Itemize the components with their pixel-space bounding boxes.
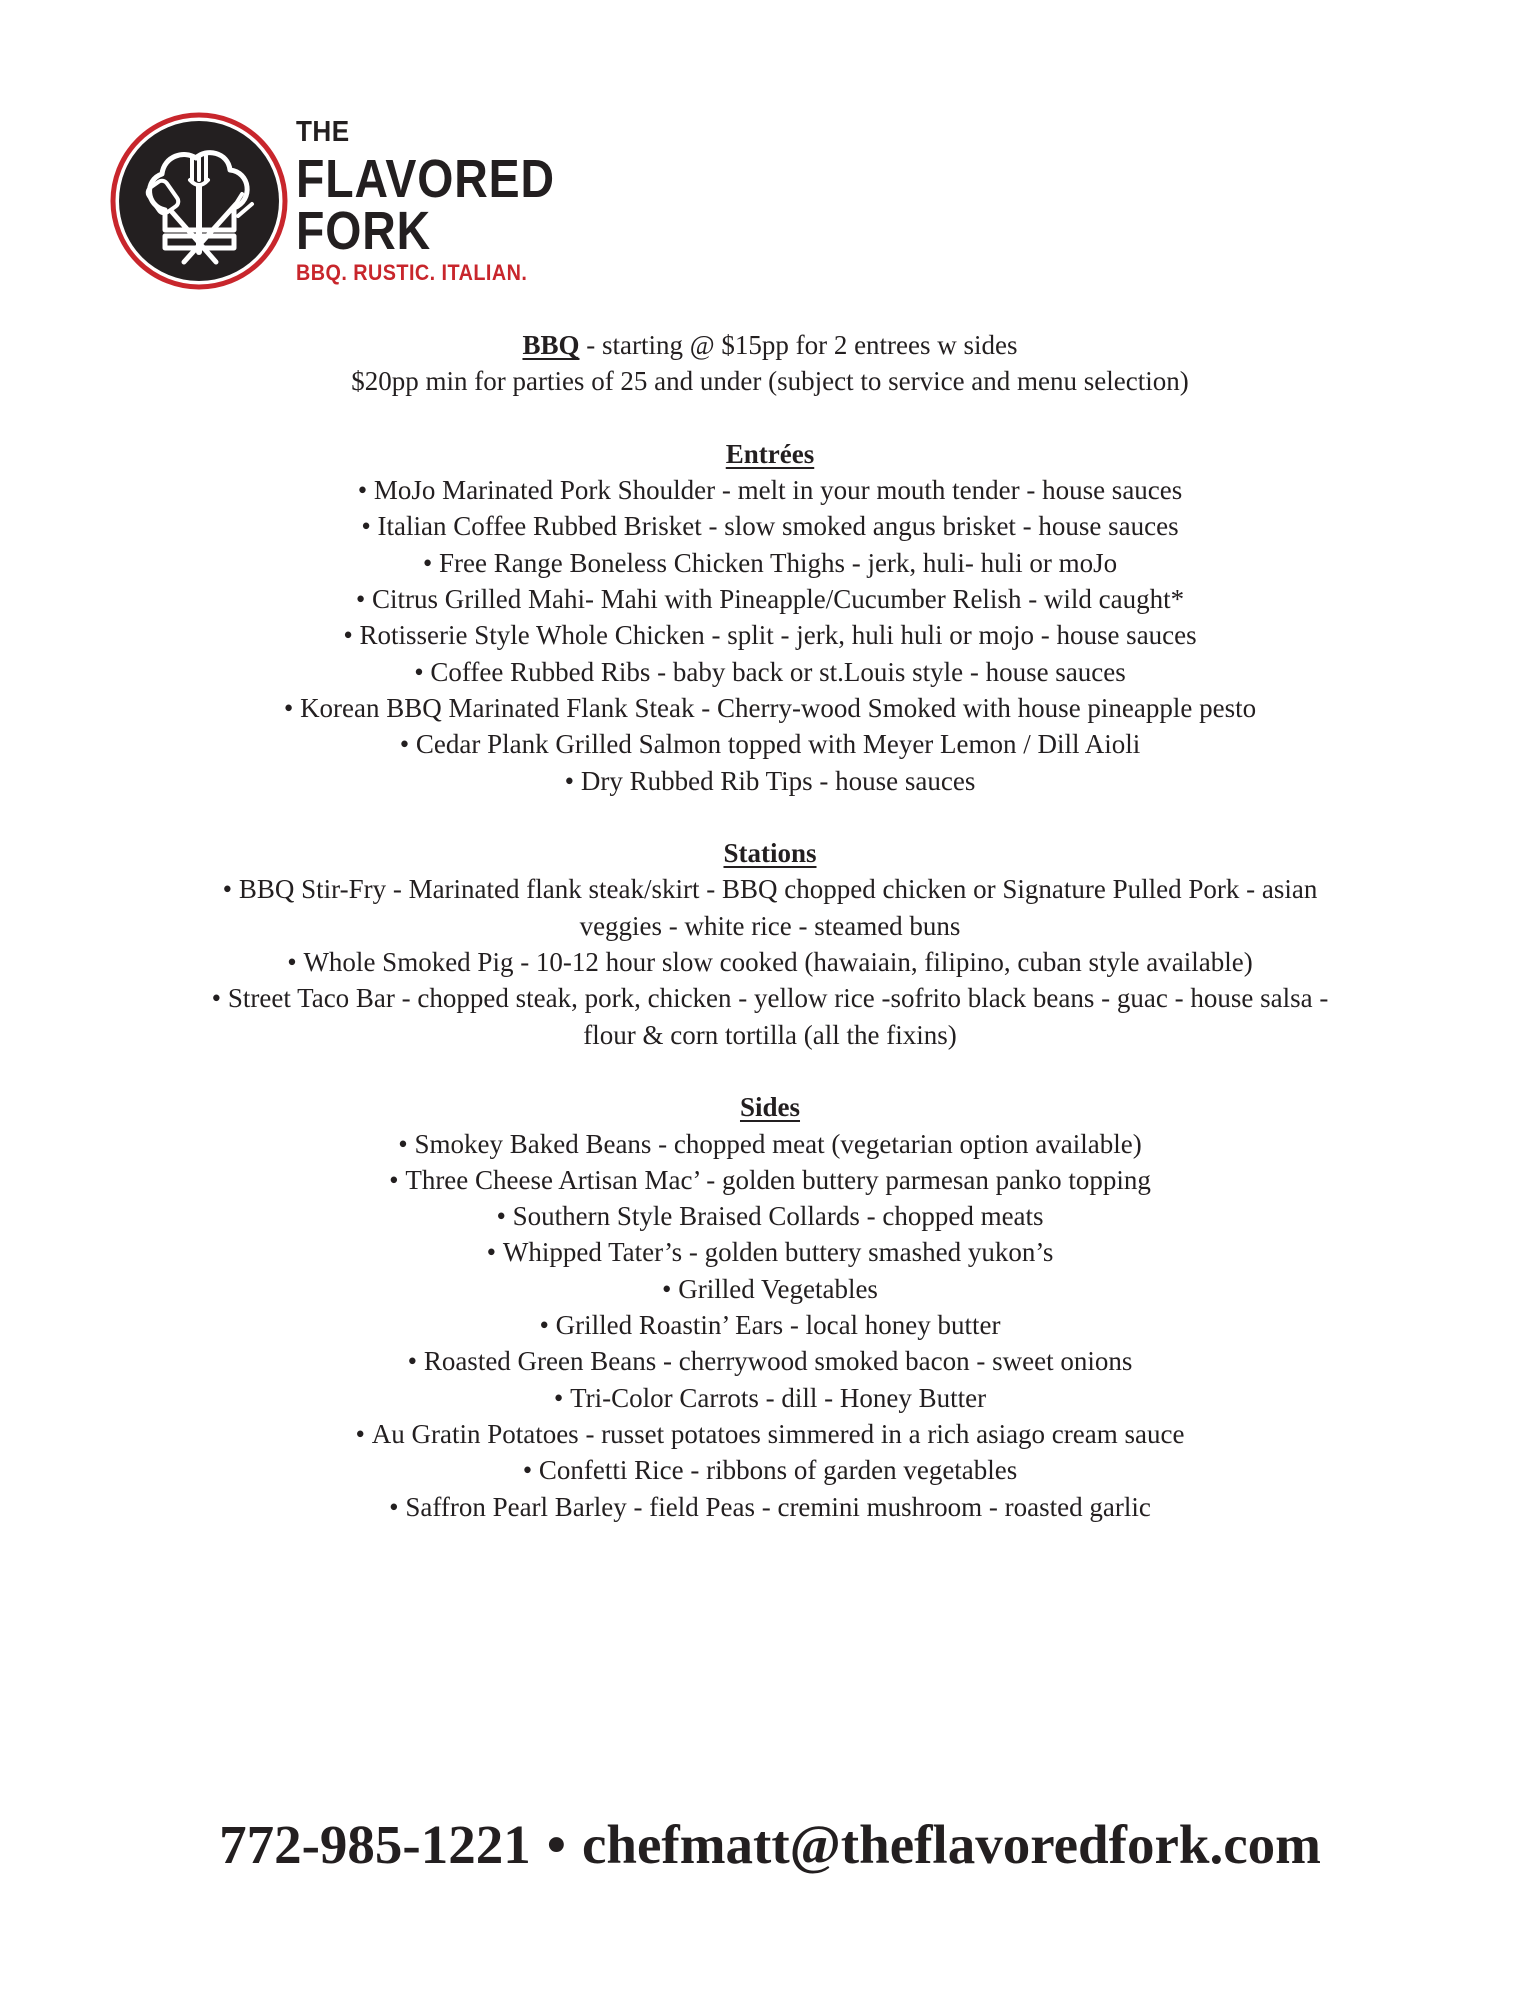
- entree-item: • MoJo Marinated Pork Shoulder - melt in your mouth tender - house sauces: [0, 472, 1540, 508]
- entree-item: • Italian Coffee Rubbed Brisket - slow smoked angus brisket - house sauces: [0, 508, 1540, 544]
- station-item-line: • Street Taco Bar - chopped steak, pork, chicken - yellow rice -sofrito black beans - guac - house salsa -: [0, 980, 1540, 1016]
- logo-badge: [110, 112, 288, 290]
- phone-number[interactable]: 772-985-1221: [219, 1814, 531, 1875]
- entree-item: • Citrus Grilled Mahi- Mahi with Pineapple/Cucumber Relish - wild caught*: [0, 581, 1540, 617]
- email-address[interactable]: chefmatt@theflavoredfork.com: [581, 1814, 1321, 1875]
- side-item: • Saffron Pearl Barley - field Peas - cremini mushroom - roasted garlic: [0, 1489, 1540, 1525]
- intro-line-2: $20pp min for parties of 25 and under (subject to service and menu selection): [351, 366, 1189, 397]
- menu-content: [0, 327, 1540, 1525]
- entree-item: • Free Range Boneless Chicken Thighs - jerk, huli- huli or moJo: [0, 545, 1540, 581]
- side-item: • Whipped Tater’s - golden buttery smashed yukon’s: [0, 1234, 1540, 1270]
- logo-line-fork: FORK: [296, 201, 432, 261]
- station-item-line: • Whole Smoked Pig - 10-12 hour slow cooked (hawaiain, filipino, cuban style available): [0, 944, 1540, 980]
- station-item-line: • BBQ Stir-Fry - Marinated flank steak/skirt - BBQ chopped chicken or Signature Pulled Pork - asian: [0, 871, 1540, 907]
- entree-item: • Dry Rubbed Rib Tips - house sauces: [0, 763, 1540, 799]
- side-item: • Au Gratin Potatoes - russet potatoes simmered in a rich asiago cream sauce: [0, 1416, 1540, 1452]
- bbq-heading: BBQ: [522, 330, 580, 360]
- entree-item: • Korean BBQ Marinated Flank Steak - Cherry-wood Smoked with house pineapple pesto: [0, 690, 1540, 726]
- entree-item: • Coffee Rubbed Ribs - baby back or st.Louis style - house sauces: [0, 654, 1540, 690]
- entree-item: • Cedar Plank Grilled Salmon topped with Meyer Lemon / Dill Aioli: [0, 726, 1540, 762]
- stations-heading: Stations: [723, 838, 817, 869]
- logo: [110, 112, 570, 292]
- station-item-continuation: flour & corn tortilla (all the fixins): [583, 1019, 957, 1050]
- contact-footer: [0, 1812, 1540, 1878]
- logo-line-flavored: FLAVORED: [296, 149, 555, 209]
- logo-line-the: THE: [296, 116, 350, 148]
- sides-heading: Sides: [739, 1092, 801, 1123]
- side-item: • Grilled Roastin’ Ears - local honey butter: [0, 1307, 1540, 1343]
- entree-item: • Rotisserie Style Whole Chicken - split - jerk, huli huli or mojo - house sauces: [0, 617, 1540, 653]
- side-item: • Smokey Baked Beans - chopped meat (vegetarian option available): [0, 1126, 1540, 1162]
- intro-pricing: - starting @ $15pp for 2 entrees w sides: [579, 330, 1018, 360]
- station-item-continuation: veggies - white rice - steamed buns: [579, 910, 961, 941]
- entrees-heading: Entrées: [725, 438, 815, 469]
- footer-separator: •: [546, 1814, 566, 1875]
- side-item: • Tri-Color Carrots - dill - Honey Butter: [0, 1380, 1540, 1416]
- side-item: • Confetti Rice - ribbons of garden vegetables: [0, 1452, 1540, 1488]
- side-item: • Three Cheese Artisan Mac’ - golden buttery parmesan panko topping: [0, 1162, 1540, 1198]
- intro-line-1: [0, 327, 1540, 363]
- side-item: • Roasted Green Beans - cherrywood smoked bacon - sweet onions: [0, 1343, 1540, 1379]
- side-item: • Grilled Vegetables: [0, 1271, 1540, 1307]
- logo-tagline: BBQ. RUSTIC. ITALIAN.: [296, 260, 528, 285]
- side-item: • Southern Style Braised Collards - chopped meats: [0, 1198, 1540, 1234]
